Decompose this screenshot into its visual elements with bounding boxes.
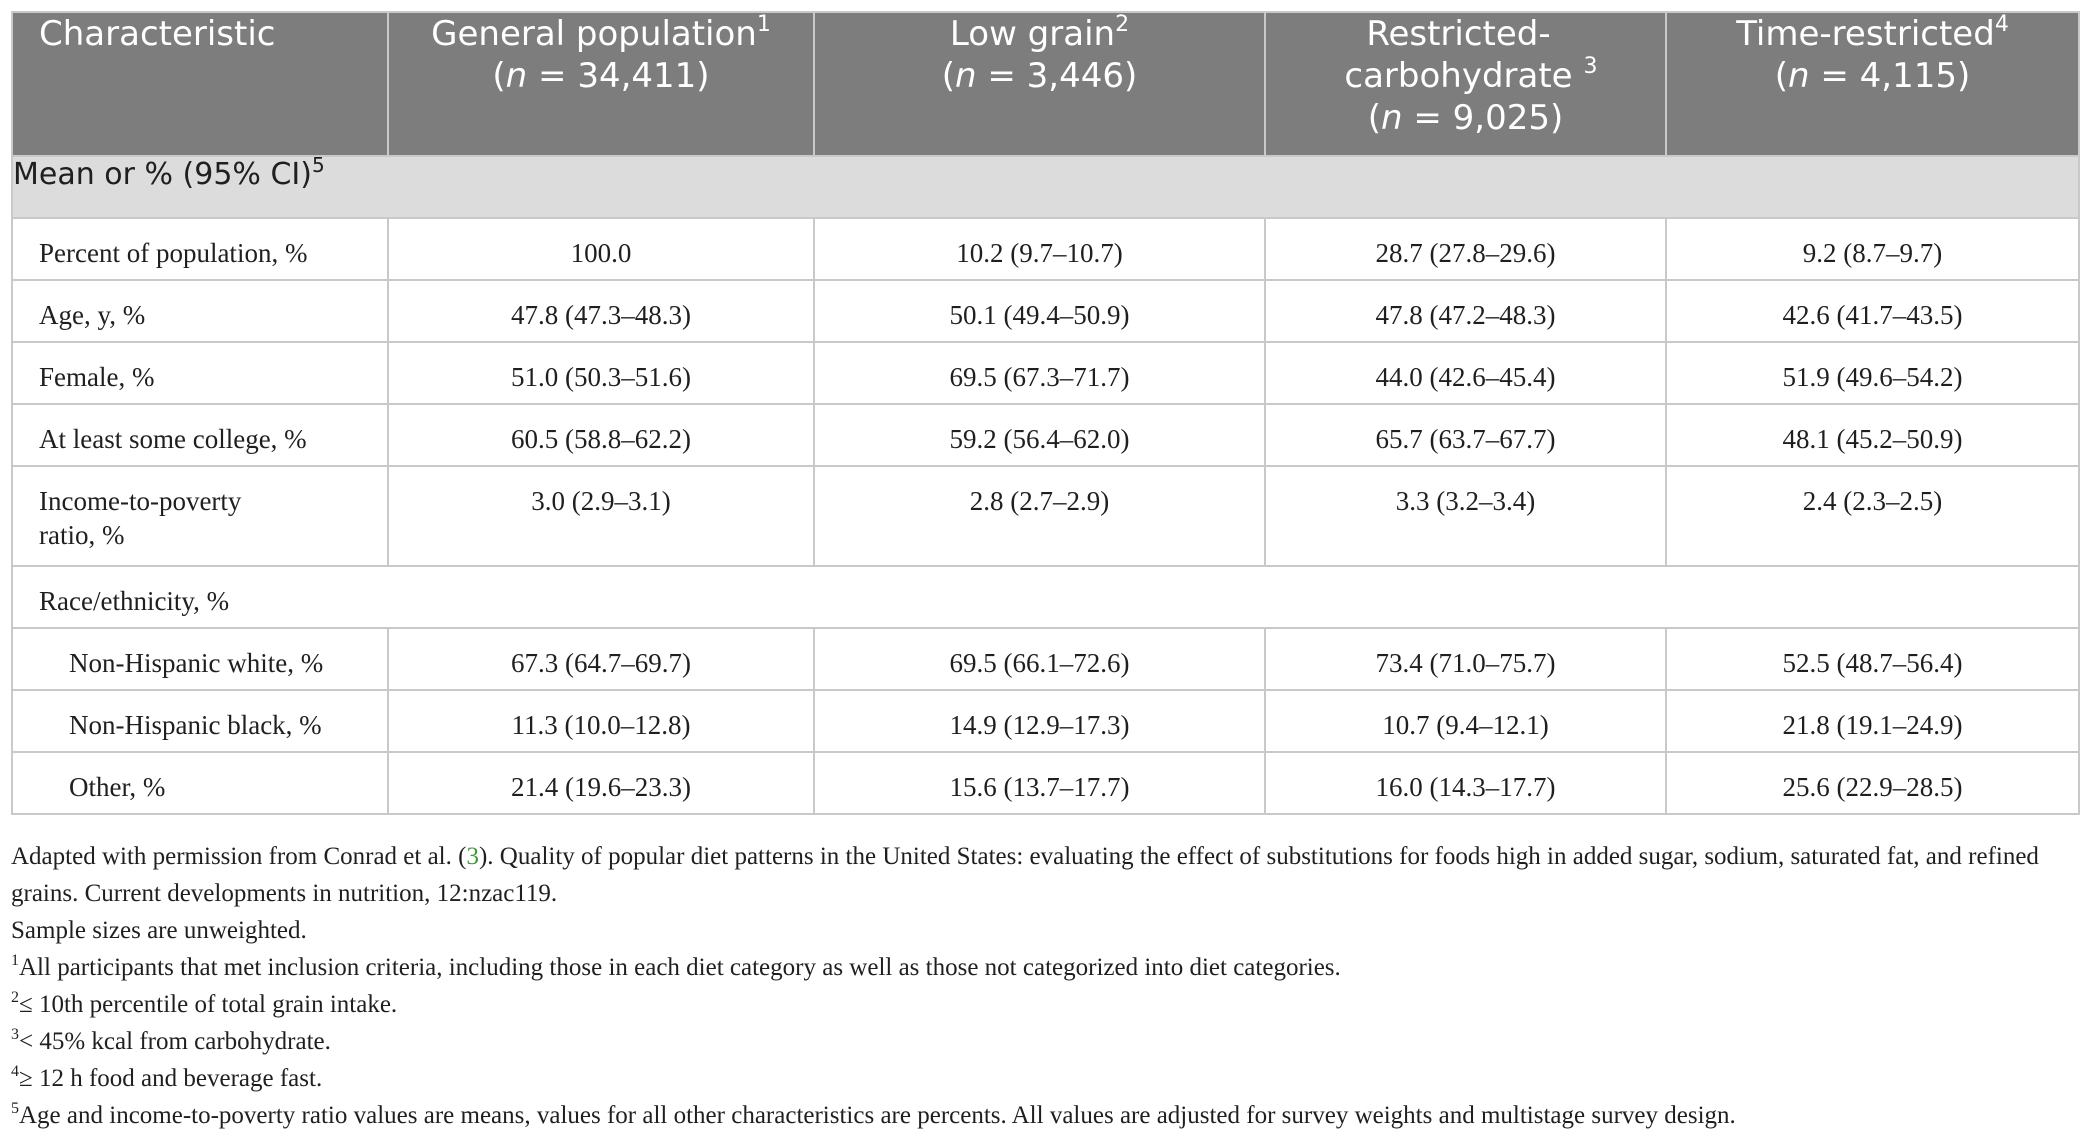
header-characteristic-label: Characteristic xyxy=(39,14,276,54)
table-row xyxy=(12,404,2079,466)
section-label-cell xyxy=(12,153,2079,218)
header-col3-n-symbol: n xyxy=(1381,98,1403,138)
cell-value: 47.8 (47.3–48.3) xyxy=(388,280,814,342)
header-restricted-carbohydrate xyxy=(1265,12,1666,156)
header-characteristic xyxy=(12,12,388,156)
header-col1-n-symbol: n xyxy=(505,56,528,96)
header-col1-label: General population xyxy=(431,14,757,54)
header-col2-n-value: = 3,446) xyxy=(976,56,1138,96)
footnote-mark: 5 xyxy=(11,1100,19,1117)
row-group-label: Race/ethnicity, % xyxy=(12,566,2079,628)
cell-value: 65.7 (63.7–67.7) xyxy=(1265,404,1666,466)
footnote-mark: 4 xyxy=(11,1063,19,1080)
cell-value: 69.5 (67.3–71.7) xyxy=(814,342,1265,404)
row-label: Percent of population, % xyxy=(12,218,388,280)
row-label: Non-Hispanic black, % xyxy=(12,690,388,752)
table-row-group-race xyxy=(12,566,2079,628)
footnote-4 xyxy=(11,1060,2081,1097)
table-row xyxy=(12,690,2079,752)
header-col4-sup: 4 xyxy=(1994,12,2009,37)
header-low-grain xyxy=(814,12,1265,156)
section-row-mean-ci xyxy=(12,156,2079,218)
cell-value: 100.0 xyxy=(388,218,814,280)
header-col3-n-value: = 9,025) xyxy=(1402,98,1564,138)
citation-link[interactable]: 3 xyxy=(466,843,479,870)
cell-value: 73.4 (71.0–75.7) xyxy=(1265,628,1666,690)
section-sup: 5 xyxy=(311,153,325,177)
header-col4-n: (n = 4,115) xyxy=(1774,56,1971,96)
cell-value: 60.5 (58.8–62.2) xyxy=(388,404,814,466)
header-col3-label: Restricted-carbohydrate xyxy=(1344,14,1573,96)
footnote-mark: 3 xyxy=(11,1026,19,1043)
cell-value: 69.5 (66.1–72.6) xyxy=(814,628,1265,690)
footnote-5 xyxy=(11,1097,2081,1134)
cell-value: 67.3 (64.7–69.7) xyxy=(388,628,814,690)
cell-value: 11.3 (10.0–12.8) xyxy=(388,690,814,752)
table-row xyxy=(12,280,2079,342)
header-col2-label: Low grain xyxy=(949,14,1116,54)
header-col1-n: (n = 34,411) xyxy=(492,56,710,96)
header-col4-n-symbol: n xyxy=(1788,56,1810,96)
row-label: Female, % xyxy=(12,342,388,404)
row-label-line1: Income-to-poverty xyxy=(39,486,242,516)
header-col3-sup: 3 xyxy=(1583,54,1598,79)
section-label: Mean or % (95% CI) xyxy=(13,157,312,192)
row-label: Non-Hispanic white, % xyxy=(12,628,388,690)
header-col2-n: (n = 3,446) xyxy=(941,56,1138,96)
table-row xyxy=(12,628,2079,690)
header-col1-n-value: = 34,411) xyxy=(527,56,710,96)
cell-value: 9.2 (8.7–9.7) xyxy=(1666,218,2079,280)
cell-value: 48.1 (45.2–50.9) xyxy=(1666,404,2079,466)
cell-value: 47.8 (47.2–48.3) xyxy=(1265,280,1666,342)
footnote-3 xyxy=(11,1023,2081,1060)
cell-value: 44.0 (42.6–45.4) xyxy=(1265,342,1666,404)
cell-value: 2.4 (2.3–2.5) xyxy=(1666,466,2079,566)
table-row xyxy=(12,218,2079,280)
cell-value: 10.7 (9.4–12.1) xyxy=(1265,690,1666,752)
footnote-text: Age and income-to-poverty ratio values are means, values for all other characteristics are percents. All values are adjusted for survey weights and multistage survey design. xyxy=(19,1102,1736,1129)
row-label-line2: ratio, % xyxy=(39,520,125,550)
table-footnotes xyxy=(11,838,2081,1134)
cell-value: 51.9 (49.6–54.2) xyxy=(1666,342,2079,404)
cell-value: 25.6 (22.9–28.5) xyxy=(1666,752,2079,814)
cell-value: 21.4 (19.6–23.3) xyxy=(388,752,814,814)
cell-value: 59.2 (56.4–62.0) xyxy=(814,404,1265,466)
cell-value: 2.8 (2.7–2.9) xyxy=(814,466,1265,566)
cell-value: 28.7 (27.8–29.6) xyxy=(1265,218,1666,280)
adapted-note-post: ). Quality of popular diet patterns in the United States: evaluating the effect of substitutions for foods high in added sugar, sodium, saturated fat, and refined grains. Current developments in nutrition, 12:nzac119. xyxy=(11,843,2039,907)
table-row xyxy=(12,752,2079,814)
footnote-2 xyxy=(11,986,2081,1023)
header-col4-label: Time-restricted xyxy=(1736,14,1995,54)
header-col1-sup: 1 xyxy=(756,12,771,37)
cell-value: 14.9 (12.9–17.3) xyxy=(814,690,1265,752)
cell-value: 16.0 (14.3–17.7) xyxy=(1265,752,1666,814)
header-general-population xyxy=(388,12,814,156)
row-label: Age, y, % xyxy=(12,280,388,342)
footnote-text: ≤ 10th percentile of total grain intake. xyxy=(19,991,398,1018)
cell-value: 15.6 (13.7–17.7) xyxy=(814,752,1265,814)
cell-value: 51.0 (50.3–51.6) xyxy=(388,342,814,404)
sample-note: Sample sizes are unweighted. xyxy=(11,917,307,944)
cell-value: 3.3 (3.2–3.4) xyxy=(1265,466,1666,566)
table-header-row xyxy=(12,12,2079,156)
row-label: At least some college, % xyxy=(12,404,388,466)
cell-value: 50.1 (49.4–50.9) xyxy=(814,280,1265,342)
footnote-1 xyxy=(11,949,2081,986)
footnote-text: < 45% kcal from carbohydrate. xyxy=(19,1028,331,1055)
adapted-note-pre: Adapted with permission from Conrad et al. ( xyxy=(11,843,467,870)
table-row xyxy=(12,466,2079,566)
cell-value: 21.8 (19.1–24.9) xyxy=(1666,690,2079,752)
cell-value: 10.2 (9.7–10.7) xyxy=(814,218,1265,280)
cell-value: 42.6 (41.7–43.5) xyxy=(1666,280,2079,342)
header-time-restricted xyxy=(1666,12,2079,156)
table-container xyxy=(11,11,2078,815)
header-col2-n-symbol: n xyxy=(955,56,977,96)
header-col4-n-value: = 4,115) xyxy=(1809,56,1971,96)
cell-value: 52.5 (48.7–56.4) xyxy=(1666,628,2079,690)
characteristics-table xyxy=(11,11,2080,815)
footnote-text: ≥ 12 h food and beverage fast. xyxy=(19,1065,323,1092)
header-col2-sup: 2 xyxy=(1115,12,1130,37)
header-col3-n: (n = 9,025) xyxy=(1367,98,1564,138)
row-label: Other, % xyxy=(12,752,388,814)
footnote-text: All participants that met inclusion criteria, including those in each diet category as well as those not categorized into diet categories. xyxy=(19,954,1341,981)
footnote-mark: 2 xyxy=(11,989,19,1006)
cell-value: 3.0 (2.9–3.1) xyxy=(388,466,814,566)
row-label xyxy=(12,466,388,566)
adapted-note xyxy=(11,838,2081,912)
footnote-mark: 1 xyxy=(11,952,19,969)
table-row xyxy=(12,342,2079,404)
